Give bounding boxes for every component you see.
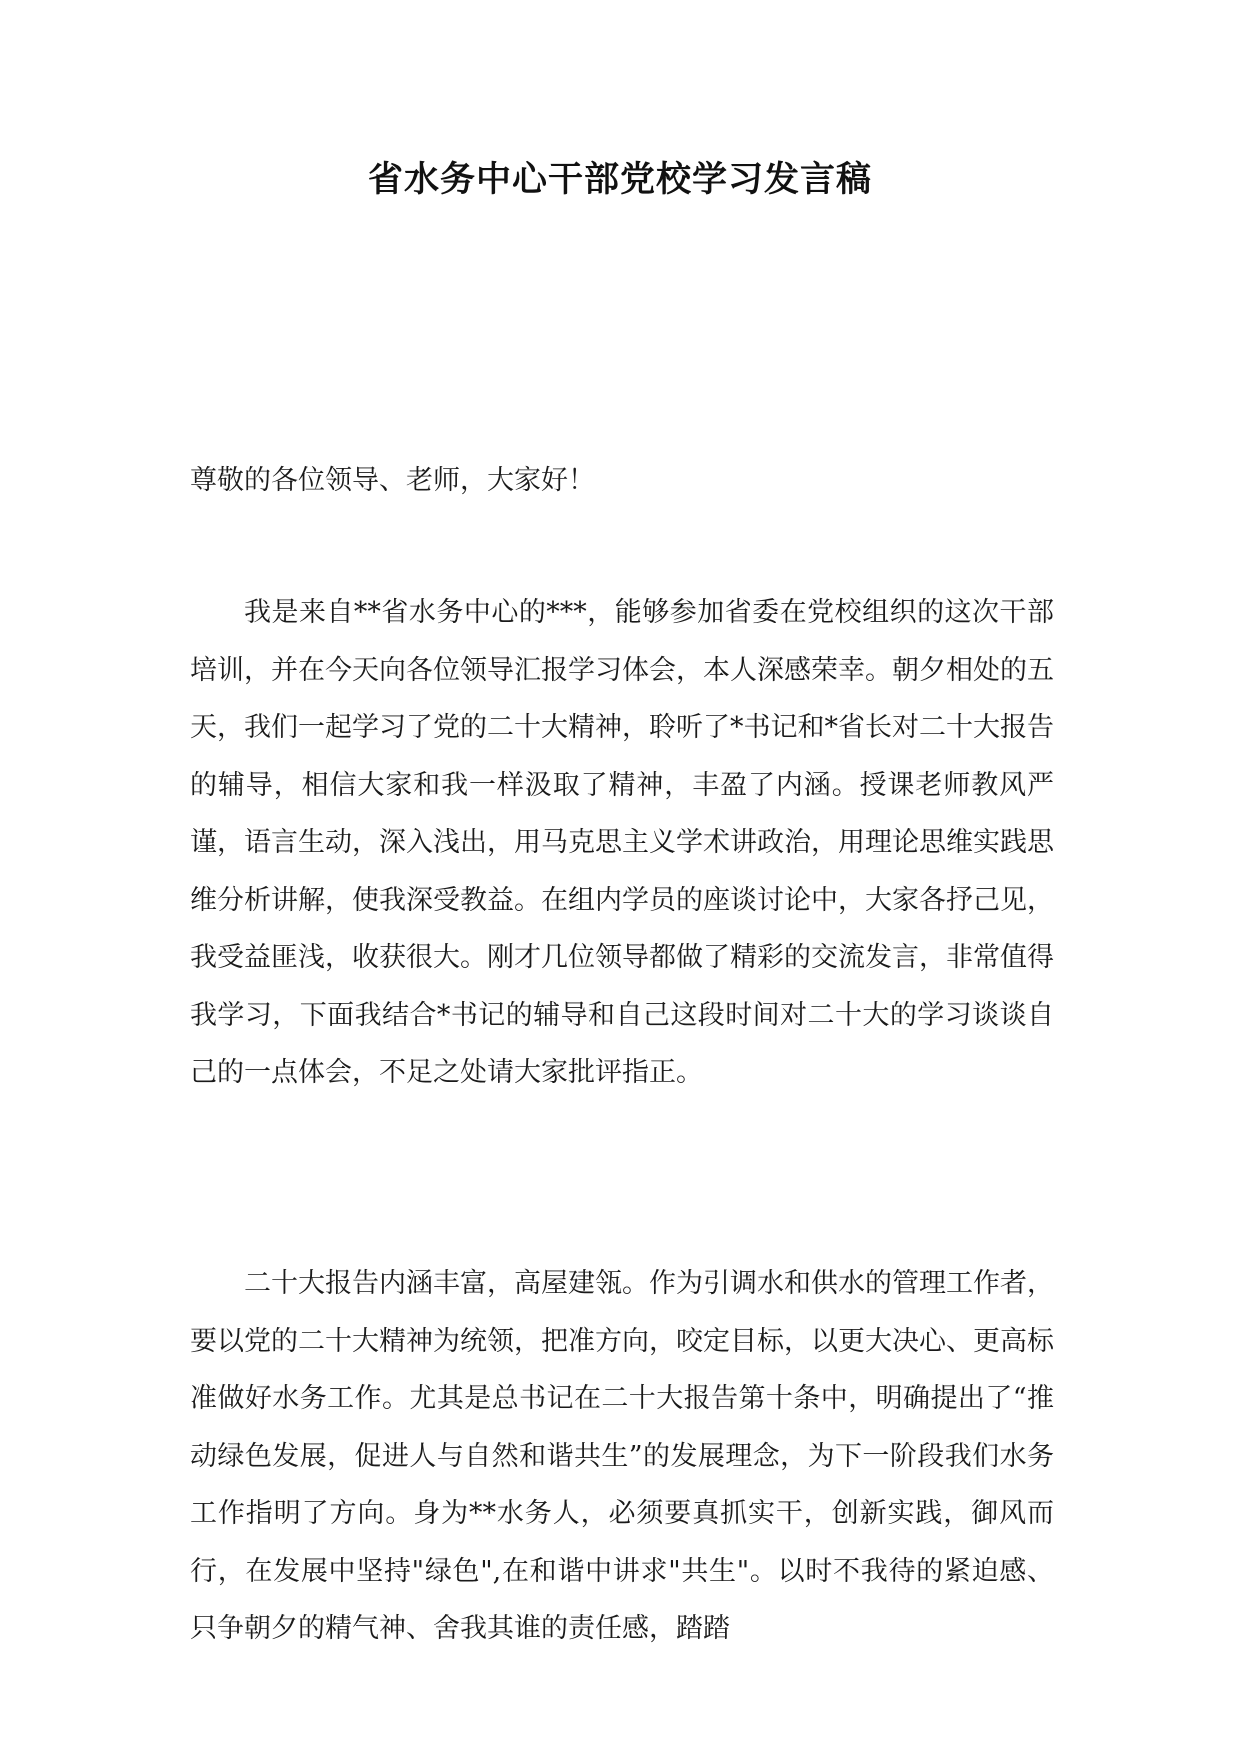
paragraph-2: 二十大报告内涵丰富，高屋建瓴。作为引调水和供水的管理工作者，要以党的二十大精神为统领，把准方向，咬定目标，以更大决心、更高标准做好水务工作。尤其是总书记在二十大报告第十条中，明确提出了“推动绿色发展，促进人与自然和谐共生”的发展理念，为下一阶段我们水务工作指明了方向。身为**水务人，必须要真抓实干，创新实践，御风而行，在发展中坚持"绿色",在和谐中讲求"共生"。以时不我待的紧迫感、只争朝夕的精气神、舍我其谁的责任感，踏踏 [190,1268,1054,1644]
paragraph-2-container [190,1255,1054,1658]
paragraph-1: 我是来自**省水务中心的***，能够参加省委在党校组织的这次干部培训，并在今天向各位领导汇报学习体会，本人深感荣幸。朝夕相处的五天，我们一起学习了党的二十大精神，聆听了*书记和*省长对二十大报告的辅导，相信大家和我一样汲取了精神，丰盈了内涵。授课老师教风严谨，语言生动，深入浅出，用马克思主义学术讲政治，用理论思维实践思维分析讲解，使我深受教益。在组内学员的座谈讨论中，大家各抒己见，我受益匪浅，收获很大。刚才几位领导都做了精彩的交流发言，非常值得我学习，下面我结合*书记的辅导和自己这段时间对二十大的学习谈谈自己的一点体会，不足之处请大家批评指正。 [190,597,1054,1088]
greeting-line: 尊敬的各位领导、老师，大家好！ [190,465,595,496]
paragraph-1-container [190,584,1054,1102]
document-title: 省水务中心干部党校学习发言稿 [367,160,872,200]
